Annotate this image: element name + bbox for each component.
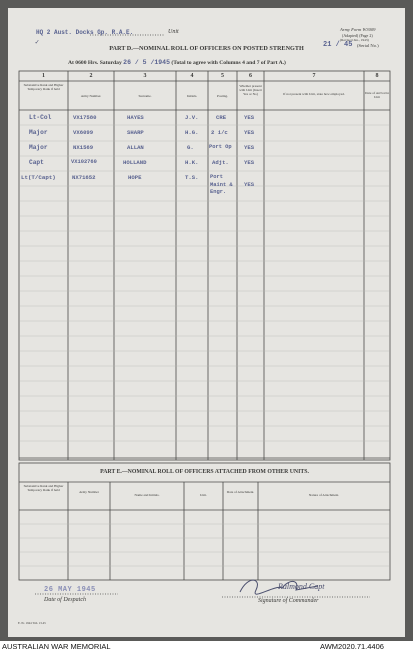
cell-number: NX1569 (73, 144, 94, 151)
printer-mark: E. 8c. 1944 Tnb. 13-45 (18, 621, 46, 625)
col-number: 2 (89, 73, 93, 79)
time-line-prefix: At 0600 Hrs. Saturday (68, 60, 122, 66)
commander-label: Signature of Commander (258, 598, 319, 604)
col-number: 1 (42, 73, 45, 79)
form-id-line-3: (Revised Jan., 1943) (340, 38, 369, 42)
serial-label: (Serial No.) (357, 43, 379, 48)
cell-present: YES (244, 181, 255, 188)
cell-initials: H.G. (185, 129, 199, 136)
cell-initials: G. (187, 144, 194, 151)
part-e-header-number: Army Number (79, 490, 99, 494)
part-e-header-name: Name and Initials. (134, 493, 160, 497)
cell-rank: Major (29, 144, 48, 151)
unit-label: Unit (168, 29, 179, 35)
col-header-arrival: Date of Arrival in Unit (365, 91, 390, 99)
cell-surname: SHARP (127, 129, 144, 136)
part-e-header-rank: Substantive Rank and Higher Temporary Rank if held (23, 484, 64, 492)
caption-right: AWM2020.71.4406 (320, 642, 384, 651)
cell-surname: ALLAN (127, 144, 144, 151)
col-header-rank: Substantive Rank and Higher Temporary Rank if held (23, 83, 64, 91)
cell-posting: Port Op (209, 144, 232, 150)
col-header-posting: Posting. (216, 94, 229, 98)
cell-rank: Major (29, 129, 48, 136)
part-e-header-unit: Unit. (200, 493, 207, 497)
cell-initials: T.S. (185, 174, 199, 181)
cell-posting: 2 i/c (211, 129, 228, 136)
part-e-header-nature: Nature of Attachment. (308, 493, 340, 497)
time-line-suffix: (Total to agree with Columns 4 and 7 of Part A.) (171, 60, 286, 66)
time-line (68, 59, 286, 66)
cell-present: YES (244, 159, 255, 166)
col-header-present: Whether present with Unit (Insert Yes or No) (239, 84, 262, 96)
cell-present: YES (244, 114, 255, 121)
col-header-number: Army Number. (80, 94, 102, 98)
tick-mark: ✓ (35, 39, 40, 47)
col-number: 6 (249, 73, 252, 79)
despatch-label: Date of Despatch (44, 597, 86, 603)
cell-initials: J.V. (185, 114, 199, 121)
part-e-title: PART E.—NOMINAL ROLL OF OFFICERS ATTACHED FROM OTHER UNITS. (100, 469, 309, 475)
form-id-line-1: Army Form W3009 (340, 27, 376, 32)
signature-text: Ralmond Capt (278, 582, 325, 591)
caption-strip (0, 641, 413, 653)
cell-initials: H.K. (185, 159, 199, 166)
cell-rank: Capt (29, 159, 44, 166)
form-id-line-2: (Adapted) (Page 2) (342, 33, 373, 38)
col-number: 7 (312, 73, 316, 79)
caption-left: AUSTRALIAN WAR MEMORIAL (2, 642, 111, 651)
col-number: 3 (143, 73, 147, 79)
cell-present: YES (244, 129, 255, 136)
cell-posting: CRE (216, 114, 227, 121)
part-e-box (19, 463, 390, 580)
cell-rank: Lt-Col (29, 114, 52, 121)
cell-posting: Adjt. (212, 159, 229, 166)
cell-present: YES (244, 144, 255, 151)
time-line-date: 26 / 5 /194 (123, 59, 167, 66)
col-number: 5 (221, 73, 224, 79)
col-header-initials: Initials. (186, 94, 198, 98)
col-number: 8 (375, 73, 379, 79)
row-ruling (20, 125, 389, 566)
time-line-year: 5 (166, 59, 170, 66)
despatch-stamp: 26 MAY 1945 (44, 586, 96, 594)
col-header-employed: If not present with Unit, state how employed. (283, 92, 345, 96)
cell-number: VX17580 (73, 114, 97, 121)
col-number: 4 (190, 73, 194, 79)
cell-rank: Lt(T/Capt) (21, 174, 56, 181)
cell-number: VX6099 (73, 129, 94, 136)
cell-number: VX102760 (71, 159, 97, 165)
part-e-header-date: Date of Attachment. (226, 490, 255, 494)
cell-surname: HOPE (128, 174, 142, 181)
cell-surname: HOLLAND (123, 159, 147, 166)
unit-typed: HQ 2 Aust. Docks Gp. R.A.E. (36, 29, 134, 36)
serial-typed: 21 / 45 (323, 41, 353, 49)
col-header-surname: Surname. (138, 94, 152, 98)
cell-surname: HAYES (127, 114, 144, 121)
cell-posting: Port Maint & Engr. (210, 174, 233, 195)
part-d-title: PART D.—NOMINAL ROLL OF OFFICERS ON POSTED STRENGTH (109, 45, 304, 52)
cell-number: NX71652 (72, 174, 96, 181)
